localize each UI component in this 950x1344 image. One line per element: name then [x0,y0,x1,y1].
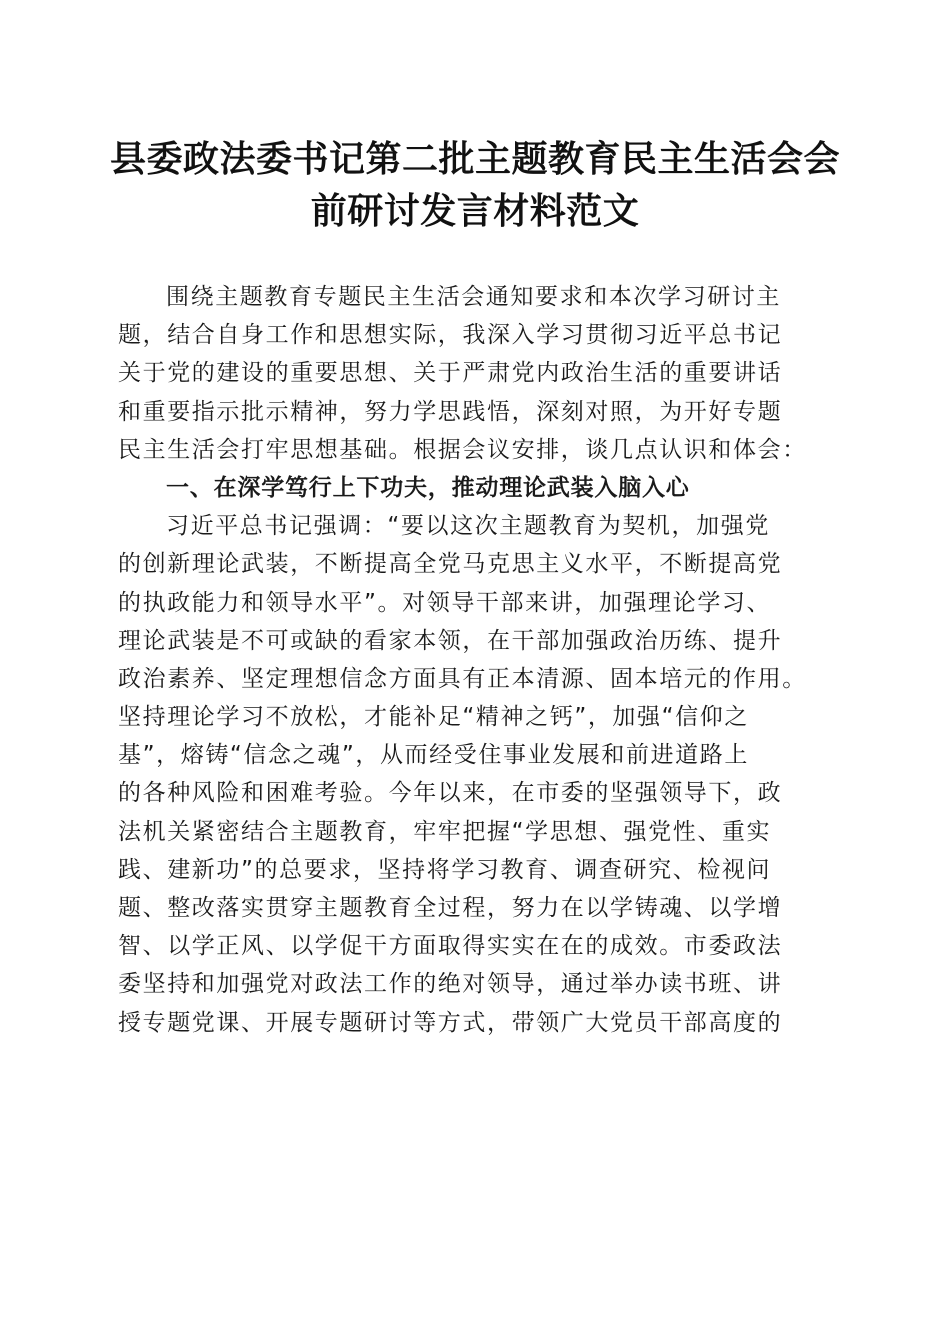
document-title [95,133,855,237]
paragraph-1-line: 关于党的建设的重要思想、关于严肃党内政治生活的重要讲话 [118,360,783,387]
title-line-2: 前研讨发言材料范文 [310,190,640,232]
paragraph-2-line: 习近平总书记强调：“要以这次主题教育为契机，加强党 [166,513,770,540]
paragraph-2-line: 题、整改落实贯穿主题教育全过程，努力在以学铸魂、以学增 [118,895,783,921]
paragraph-2-line: 法机关紧密结合主题教育，牢牢把握“学思想、强党性、重实 [118,818,772,845]
paragraph-2-line: 理论武装是不可或缺的看家本领，在干部加强政治历练、提升 [118,627,783,654]
paragraph-2-line: 政治素养、坚定理想信念方面具有正本清源、固本培元的作用。 [118,665,807,692]
paragraph-2-line: 践、建新功”的总要求，坚持将学习教育、调查研究、检视问 [118,856,772,883]
paragraph-1-line: 围绕主题教育专题民主生活会通知要求和本次学习研讨主 [166,284,781,310]
paragraph-2-line: 智、以学正风、以学促干方面取得实实在在的成效。市委政法 [118,933,783,960]
document-body [118,278,828,1042]
paragraph-2-line: 的执政能力和领导水平”。对领导干部来讲，加强理论学习、 [118,589,772,616]
paragraph-2-line: 坚持理论学习不放松，才能补足“精神之钙”，加强“信仰之 [118,704,749,731]
paragraph-1-line: 民主生活会打牢思想基础。根据会议安排，谈几点认识和体会： [118,436,807,463]
paragraph-2-line: 的各种风险和困难考验。今年以来，在市委的坚强领导下，政 [118,780,783,807]
title-line-1: 县委政法委书记第二批主题教育民主生活会会 [109,138,840,180]
paragraph-2-line: 委坚持和加强党对政法工作的绝对领导，通过举办读书班、讲 [118,971,783,998]
paragraph-1-line: 和重要指示批示精神，努力学思践悟，深刻对照，为开好专题 [118,398,783,425]
paragraph-2-line: 的创新理论武装，不断提高全党马克思主义水平，不断提高党 [118,551,783,578]
paragraph-2-line: 基”，熔铸“信念之魂”，从而经受住事业发展和前进道路上 [118,742,749,769]
paragraph-1-line: 题，结合自身工作和思想实际，我深入学习贯彻习近平总书记 [118,322,783,349]
section-1-heading: 一、在深学笃行上下功夫，推动理论武装入脑入心 [166,474,690,501]
paragraph-2-line: 授专题党课、开展专题研讨等方式，带领广大党员干部高度的 [118,1009,783,1036]
